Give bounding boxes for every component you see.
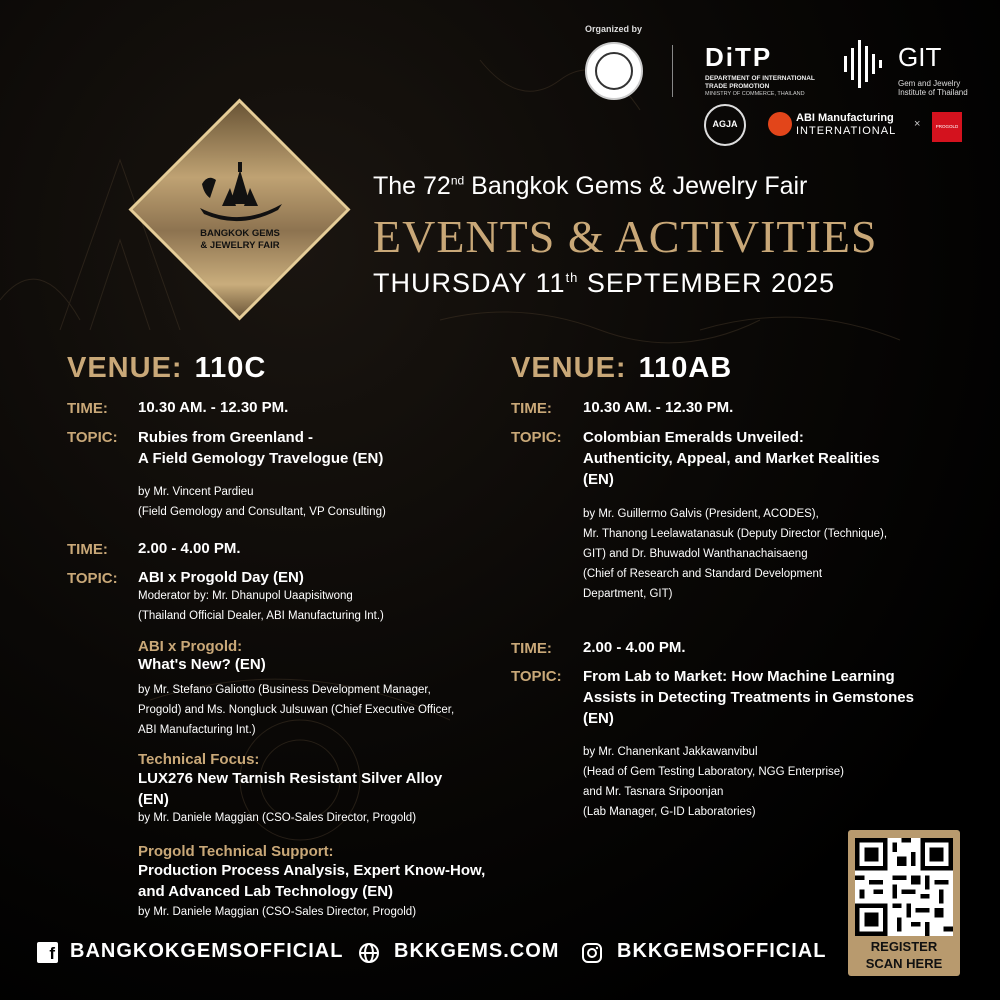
topic-line: Assists in Detecting Treatments in Gemstones [583,689,914,706]
speaker-info [138,680,454,740]
emblem-line1: BANGKOK GEMS [200,228,280,239]
register-label[interactable] [848,938,960,972]
moderator-info [138,586,384,626]
fair-title-post: Bangkok Gems & Jewelry Fair [464,172,808,200]
title-line: and Advanced Lab Technology (EN) [138,883,394,900]
topic-label: TOPIC: [67,570,118,587]
venue-110ab-heading [511,352,732,385]
venue-label: VENUE: [67,352,183,384]
speaker-line: Progold) and Ms. Nongluck Julsuwan (Chief Executive Officer, [138,704,455,716]
title-line: LUX276 New Tarnish Resistant Silver Alloy [138,770,443,787]
speaker-line: ABI Manufacturing Int.) [138,724,256,736]
boat-temple-icon [190,158,290,228]
speaker-line: and Mr. Tasnara Sripoonjan [583,786,724,798]
session-topic [138,427,383,469]
git-mark: GIT [898,42,942,72]
speaker-line: Department, GIT) [583,588,673,600]
speaker-line: (Field Gemology and Consultant, VP Consulting) [138,506,386,518]
session-topic [583,427,880,490]
speaker-line: by Mr. Chanenkant Jakkawanvibul [583,746,758,758]
time-label: TIME: [511,640,552,657]
abi-line1: ABI Manufacturing [796,112,894,124]
collab-x: × [914,118,921,130]
topic-line: (EN) [583,710,614,727]
topic-label: TOPIC: [511,429,562,446]
logo-divider [672,45,673,97]
git-sub1: Gem and Jewelry [898,79,961,88]
progold-logo: PROGOLD [932,112,962,142]
topic-line: (EN) [583,471,614,488]
fair-title [373,172,807,201]
venue-110c-heading [67,352,266,385]
session-topic: ABI x Progold Day (EN) [138,569,304,586]
fair-title-sup: nd [450,173,465,188]
speaker-info: by Mr. Daniele Maggian (CSO-Sales Director, Progold) [138,812,417,824]
git-subtitle [898,79,968,97]
topic-label: TOPIC: [67,429,118,446]
session-time: 2.00 - 4.00 PM. [583,639,686,656]
speaker-line: GIT) and Dr. Bhuwadol Wanthanachaisaeng [583,548,808,560]
fair-title-pre: The 72 [373,172,451,200]
speaker-line: (Chief of Research and Standard Development [583,568,823,580]
speaker-line: by Mr. Vincent Pardieu [138,486,254,498]
scan-text: SCAN HERE [865,956,943,971]
speaker-info [138,482,386,522]
website-link[interactable]: BKKGEMS.COM [394,940,560,962]
ditp-line2: MINISTRY OF COMMERCE, THAILAND [705,91,805,97]
moderator-line: (Thailand Official Dealer, ABI Manufacturing Int.) [138,610,384,622]
topic-label: TOPIC: [511,668,562,685]
title-line: (EN) [138,791,169,808]
events-title: EVENTS & ACTIVITIES [373,211,878,262]
session-time: 10.30 AM. - 12.30 PM. [583,399,734,416]
git-sub2: Institute of Thailand [898,88,968,97]
ditp-line1: DEPARTMENT OF INTERNATIONAL TRADE PROMOTION [705,75,815,90]
subsession-title: What's New? (EN) [138,656,266,673]
qr-code[interactable] [855,838,953,936]
abi-logo-text [796,112,896,138]
facebook-icon[interactable]: f [37,942,58,963]
topic-line: From Lab to Market: How Machine Learning [583,668,895,685]
ditp-logo [705,42,825,97]
subsession-heading: Progold Technical Support: [138,843,334,860]
subsession-heading: Technical Focus: [138,751,260,768]
venue-number: 110AB [638,352,733,384]
ministry-seal-logo [585,42,643,100]
agja-logo: AGJA [704,104,746,146]
subsession-heading: ABI x Progold: [138,638,243,655]
venue-number: 110C [194,352,267,384]
speaker-line: by Mr. Guillermo Galvis (President, ACODES), [583,508,819,520]
speaker-info [583,504,887,604]
subsession-title [138,768,442,810]
abi-line2: INTERNATIONAL [796,125,897,137]
emblem-text [190,228,290,252]
venue-label: VENUE: [511,352,627,384]
time-label: TIME: [67,400,108,417]
topic-line: Authenticity, Appeal, and Market Realities [583,450,880,467]
topic-line: Colombian Emeralds Unveiled: [583,429,804,446]
speaker-line: (Lab Manager, G-ID Laboratories) [583,806,756,818]
topic-line: Rubies from Greenland - [138,429,314,446]
title-line: Production Process Analysis, Expert Know-How, [138,862,486,879]
instagram-link[interactable]: BKKGEMSOFFICIAL [617,940,827,962]
event-date [373,268,835,299]
session-time: 10.30 AM. - 12.30 PM. [138,399,289,416]
speaker-info: by Mr. Daniele Maggian (CSO-Sales Director, Progold) [138,906,417,918]
date-pre: THURSDAY 11 [373,268,566,298]
time-label: TIME: [511,400,552,417]
session-time: 2.00 - 4.00 PM. [138,540,241,557]
git-logo [840,36,970,96]
date-post: SEPTEMBER 2025 [578,268,836,298]
organized-by-label: Organized by [585,24,643,34]
instagram-icon[interactable] [581,942,603,964]
subsession-title [138,860,485,902]
speaker-info [583,742,844,822]
abi-flame-icon [768,112,792,136]
register-text: REGISTER [870,939,938,954]
moderator-line: Moderator by: Mr. Dhanupol Uaapisitwong [138,590,353,602]
speaker-line: Mr. Thanong Leelawatanasuk (Deputy Director (Technique), [583,528,888,540]
facebook-link[interactable]: BANGKOKGEMSOFFICIAL [70,940,344,962]
ditp-mark: DiTP [705,42,773,72]
session-topic [583,666,914,729]
git-mark-icon [840,38,890,90]
date-sup: th [565,270,579,285]
topic-line: A Field Gemology Travelogue (EN) [138,450,384,467]
time-label: TIME: [67,541,108,558]
emblem-line2: & JEWELRY FAIR [200,240,280,251]
speaker-line: (Head of Gem Testing Laboratory, NGG Enterprise) [583,766,844,778]
globe-icon[interactable] [358,942,380,964]
speaker-line: by Mr. Stefano Galiotto (Business Development Manager, [138,684,431,696]
